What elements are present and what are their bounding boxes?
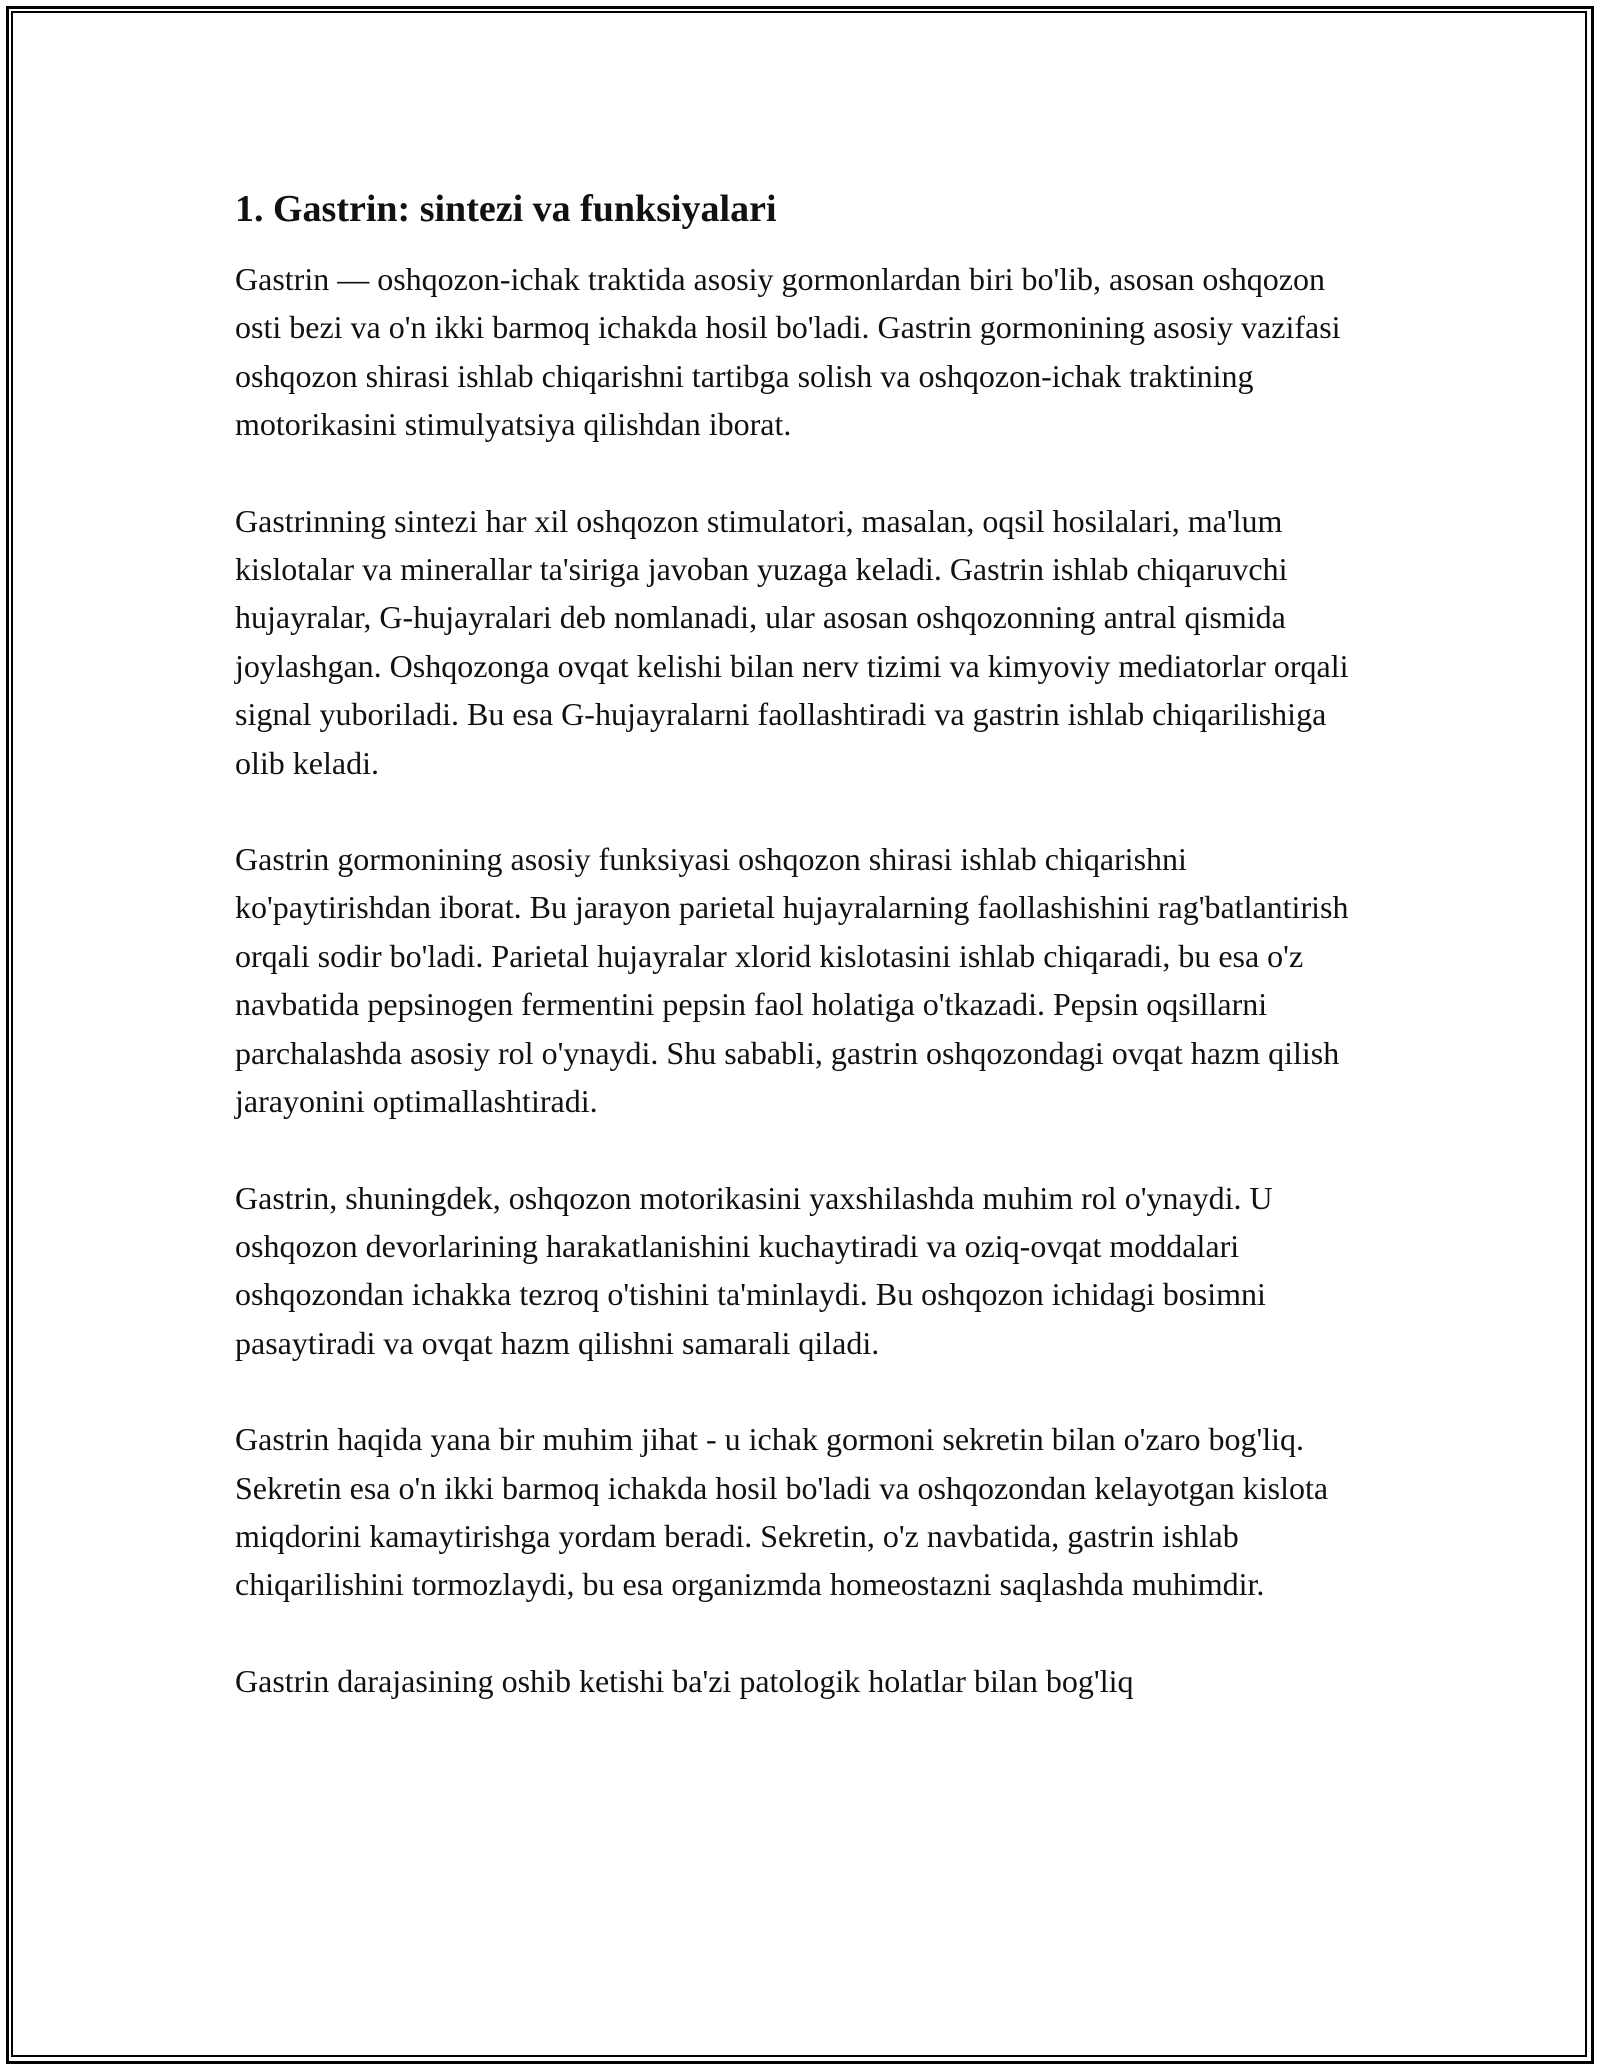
paragraph-6: Gastrin darajasining oshib ketishi ba'zi patologik holatlar bilan bog'liq bbox=[235, 1662, 1134, 1699]
paragraph-4: Gastrin, shuningdek, oshqozon motorikasini yaxshilashda muhim rol o'ynaydi. U oshqozon devorlarining harakatlanishini kuchaytiradi va oziq-ovqat moddalari oshqozondan ichakka tezroq o'tishini ta'minlaydi. Bu oshqozon ichidagi bosimni pasaytiradi va ovqat hazm qilishni samarali qiladi. bbox=[235, 1179, 1273, 1361]
document-body bbox=[235, 185, 1375, 1753]
paragraph-5: Gastrin haqida yana bir muhim jihat - u ichak gormoni sekretin bilan o'zaro bog'liq. Sekretin esa o'n ikki barmoq ichakda hosil bo'ladi va oshqozondan kelayotgan kislota miqdorini kamaytirishga yordam beradi. Sekretin, o'z navbatida, gastrin ishlab chiqarilishini tormozlaydi, bu esa organizmda homeostazni saqlashda muhimdir. bbox=[235, 1421, 1329, 1603]
paragraph-2: Gastrinning sintezi har xil oshqozon stimulatori, masalan, oqsil hosilalari, ma'lum kislotalar va minerallar ta'siriga javoban yuzaga keladi. Gastrin ishlab chiqaruvchi hujayralar, G-hujayralari deb nomlanadi, ular asosan oshqozonning antral qismida joylashgan. Oshqozonga ovqat kelishi bilan nerv tizimi va kimyoviy mediatorlar orqali signal yuboriladi. Bu esa G-hujayralarni faollashtiradi va gastrin ishlab chiqarilishiga olib keladi. bbox=[235, 502, 1349, 781]
paragraph-1: Gastrin — oshqozon-ichak traktida asosiy gormonlardan biri bo'lib, asosan oshqozon osti bezi va o'n ikki barmoq ichakda hosil bo'ladi. Gastrin gormonining asosiy vazifasi oshqozon shirasi ishlab chiqarishni tartibga solish va oshqozon-ichak traktining motorikasini stimulyatsiya qilishdan iborat. bbox=[235, 261, 1341, 443]
section-title: 1. Gastrin: sintezi va funksiyalari bbox=[235, 188, 777, 230]
paragraph-3: Gastrin gormonining asosiy funksiyasi oshqozon shirasi ishlab chiqarishni ko'paytirishdan iborat. Bu jarayon parietal hujayralarning faollashishini rag'batlantirish orqali sodir bo'ladi. Parietal hujayralar xlorid kislotasini ishlab chiqaradi, bu esa o'z navbatida pepsinogen fermentini pepsin faol holatiga o'tkazadi. Pepsin oqsillarni parchalashda asosiy rol o'ynaydi. Shu sababli, gastrin oshqozondagi ovqat hazm qilish jarayonini optimallashtiradi. bbox=[235, 841, 1349, 1120]
